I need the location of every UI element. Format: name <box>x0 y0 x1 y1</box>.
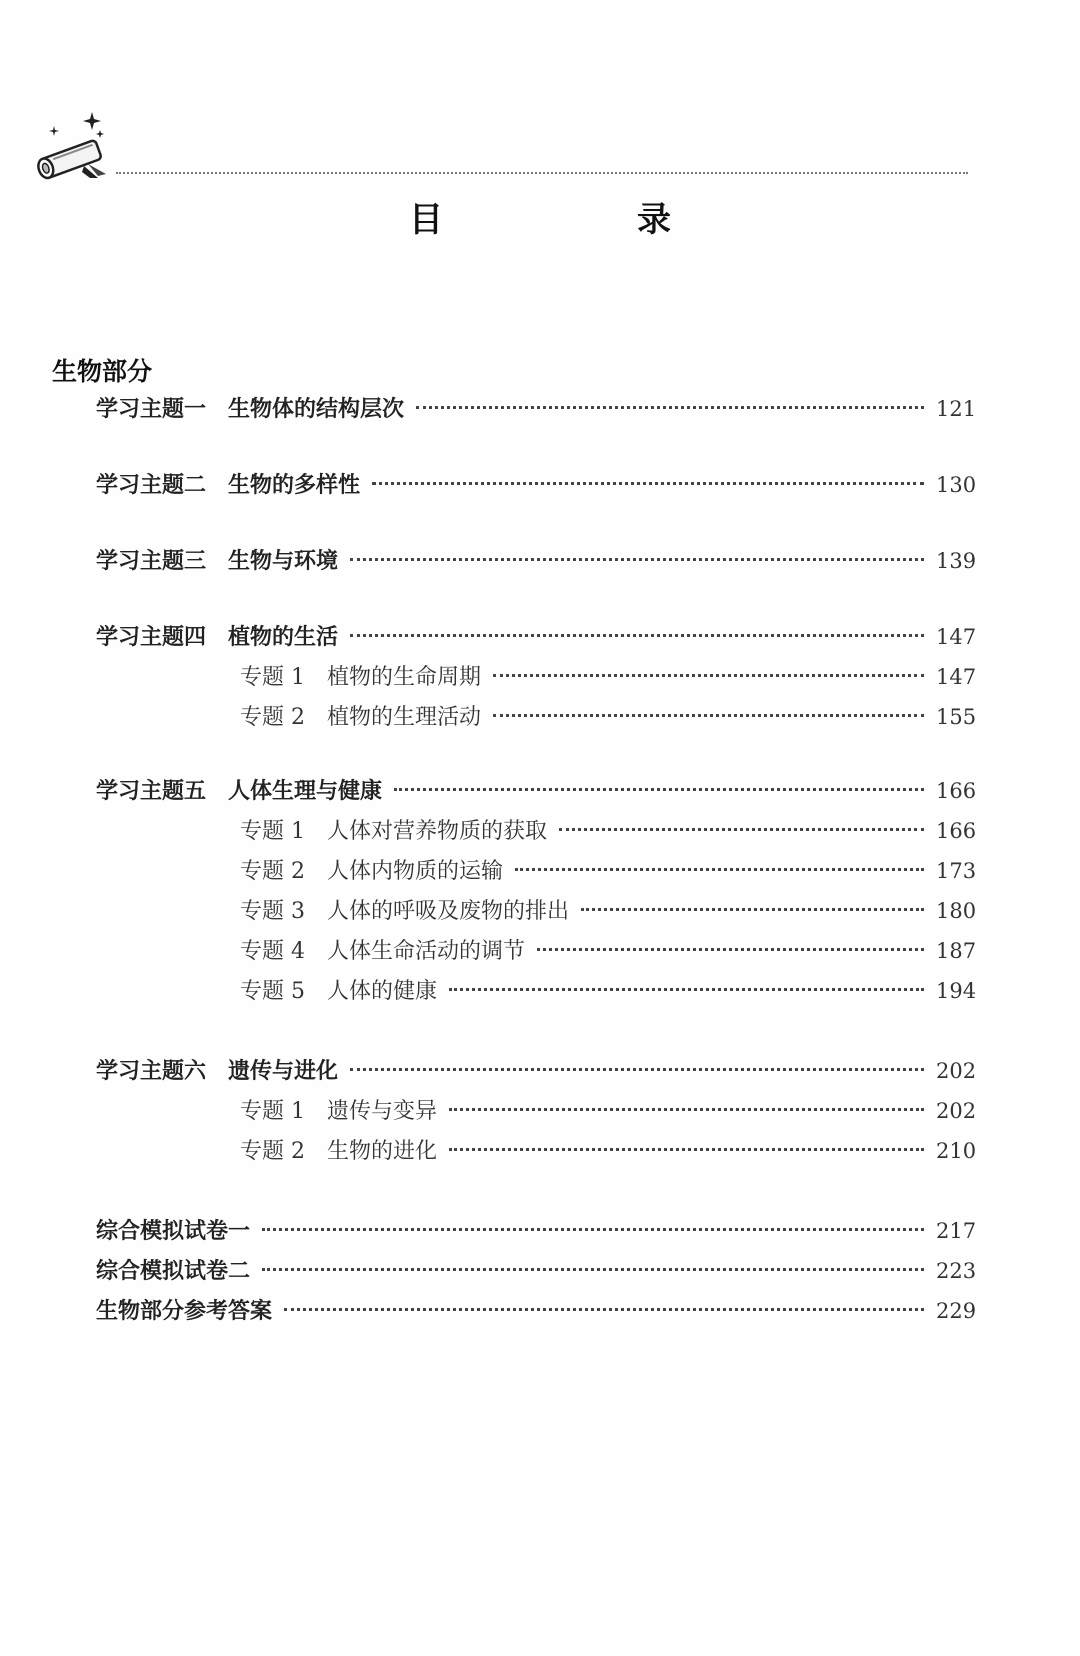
leader-dots <box>350 634 924 637</box>
topic-label: 学习主题三 <box>96 548 207 574</box>
section-heading: 生物部分 <box>52 357 153 386</box>
leader-dots <box>262 1228 924 1231</box>
topic-label: 学习主题二 <box>96 472 207 498</box>
leader-dots <box>559 828 924 831</box>
leader-dots <box>493 714 924 717</box>
header-divider <box>116 172 968 174</box>
subtopic-label: 专题 2 <box>240 705 305 730</box>
toc-entry[interactable] <box>96 544 977 574</box>
page-number: 147 <box>936 665 977 689</box>
leader-dots <box>416 406 924 409</box>
subtopic-title: 遗传与变异 <box>327 1099 438 1124</box>
page-number: 166 <box>936 819 977 843</box>
toc-subentry[interactable] <box>240 854 977 884</box>
toc-subentry[interactable] <box>240 700 977 730</box>
page-number: 166 <box>936 779 977 803</box>
topic-label: 学习主题四 <box>96 624 207 650</box>
subtopic-label: 专题 1 <box>240 1099 305 1124</box>
leader-dots <box>493 674 924 677</box>
toc-entry[interactable] <box>96 1214 977 1244</box>
subtopic-label: 专题 2 <box>240 859 305 884</box>
page-number: 130 <box>936 473 977 497</box>
subtopic-title: 植物的生理活动 <box>327 705 482 730</box>
toc-subentry[interactable] <box>240 894 977 924</box>
entry-title: 生物部分参考答案 <box>96 1298 273 1324</box>
leader-dots <box>515 868 924 871</box>
page-title: 目 录 <box>409 200 751 240</box>
scroll-icon <box>34 108 114 188</box>
toc-entry[interactable] <box>96 468 977 498</box>
leader-dots <box>350 1068 924 1071</box>
page-number: 139 <box>936 549 977 573</box>
subtopic-label: 专题 1 <box>240 665 305 690</box>
leader-dots <box>581 908 924 911</box>
page-number: 147 <box>936 625 977 649</box>
toc-subentry[interactable] <box>240 974 977 1004</box>
topic-title: 生物与环境 <box>228 548 339 574</box>
topic-title: 生物体的结构层次 <box>228 396 405 422</box>
topic-label: 学习主题六 <box>96 1058 207 1084</box>
subtopic-title: 人体生命活动的调节 <box>327 939 526 964</box>
subtopic-label: 专题 2 <box>240 1139 305 1164</box>
toc-subentry[interactable] <box>240 660 977 690</box>
toc-entry[interactable] <box>96 1254 977 1284</box>
leader-dots <box>449 988 924 991</box>
leader-dots <box>537 948 924 951</box>
toc-subentry[interactable] <box>240 1134 977 1164</box>
page-number: 194 <box>936 979 977 1003</box>
toc-entry[interactable] <box>96 620 977 650</box>
subtopic-title: 人体的健康 <box>327 979 438 1004</box>
topic-label: 学习主题一 <box>96 396 207 422</box>
subtopic-label: 专题 1 <box>240 819 305 844</box>
leader-dots <box>394 788 924 791</box>
topic-title: 遗传与进化 <box>228 1058 339 1084</box>
page-number: 180 <box>936 899 977 923</box>
page-number: 202 <box>936 1099 977 1123</box>
page-number: 202 <box>936 1059 977 1083</box>
subtopic-title: 人体内物质的运输 <box>327 859 504 884</box>
topic-title: 人体生理与健康 <box>228 778 383 804</box>
toc-subentry[interactable] <box>240 1094 977 1124</box>
leader-dots <box>449 1148 924 1151</box>
subtopic-label: 专题 4 <box>240 939 305 964</box>
page-number: 229 <box>936 1299 977 1323</box>
leader-dots <box>350 558 924 561</box>
subtopic-label: 专题 3 <box>240 899 305 924</box>
toc-subentry[interactable] <box>240 934 977 964</box>
subtopic-title: 人体对营养物质的获取 <box>327 819 548 844</box>
page-number: 187 <box>936 939 977 963</box>
page-number: 223 <box>936 1259 977 1283</box>
toc-entry[interactable] <box>96 1054 977 1084</box>
page-number: 173 <box>936 859 977 883</box>
entry-title: 综合模拟试卷二 <box>96 1258 251 1284</box>
leader-dots <box>262 1268 924 1271</box>
page-number: 121 <box>936 397 977 421</box>
toc-entry[interactable] <box>96 774 977 804</box>
toc-entry[interactable] <box>96 392 977 422</box>
toc-entry[interactable] <box>96 1294 977 1324</box>
topic-label: 学习主题五 <box>96 778 207 804</box>
page-number: 155 <box>936 705 977 729</box>
page-number: 210 <box>936 1139 977 1163</box>
topic-title: 生物的多样性 <box>228 472 361 498</box>
topic-title: 植物的生活 <box>228 624 339 650</box>
subtopic-title: 人体的呼吸及废物的排出 <box>327 899 570 924</box>
page-number: 217 <box>936 1219 977 1243</box>
entry-title: 综合模拟试卷一 <box>96 1218 251 1244</box>
leader-dots <box>284 1308 924 1311</box>
leader-dots <box>372 482 924 485</box>
subtopic-label: 专题 5 <box>240 979 305 1004</box>
leader-dots <box>449 1108 924 1111</box>
subtopic-title: 生物的进化 <box>327 1139 438 1164</box>
toc-subentry[interactable] <box>240 814 977 844</box>
subtopic-title: 植物的生命周期 <box>327 665 482 690</box>
